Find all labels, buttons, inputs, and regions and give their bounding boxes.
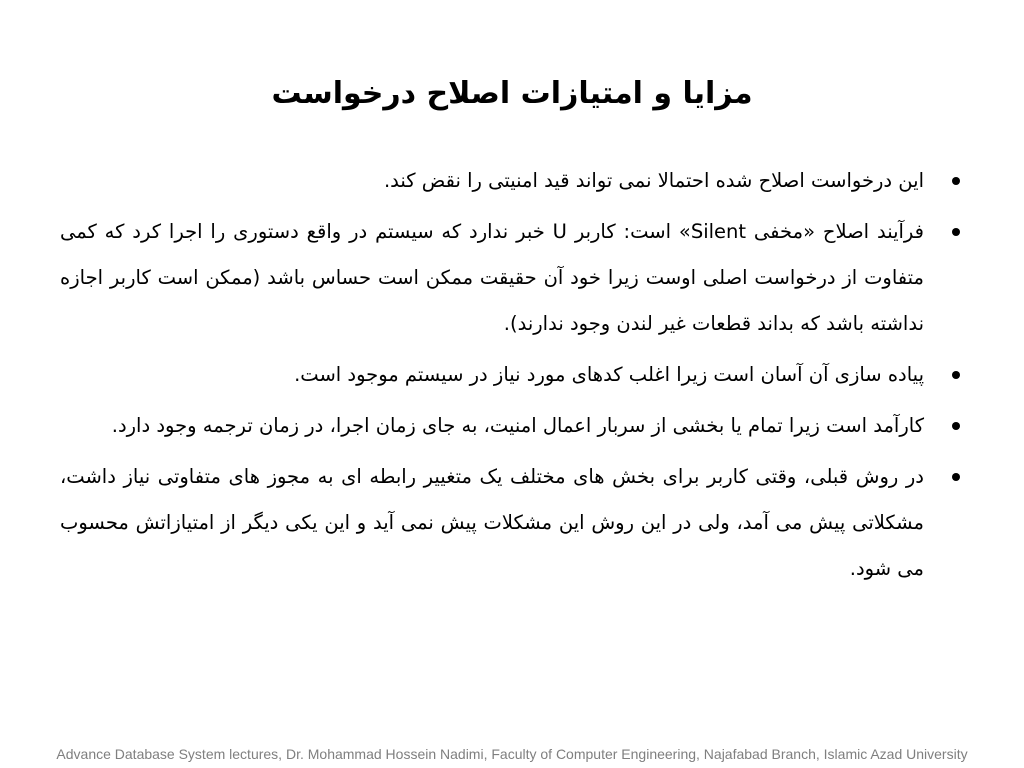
bullet-dot-icon bbox=[952, 228, 960, 236]
bullet-dot-icon bbox=[952, 422, 960, 430]
bullet-dot-icon bbox=[952, 371, 960, 379]
bullet-dot-icon bbox=[952, 177, 960, 185]
slide-title: مزایا و امتیازات اصلاح درخواست bbox=[271, 76, 753, 111]
bullet-text: در روش قبلی، وقتی کاربر برای بخش های مختلف یک متغییر رابطه ای به مجوز های متفاوتی نیاز داشت، مشکلاتی پیش می آمد، ولی در این روش این مشکلات پیش نمی آید و این یکی دیگر از امتیازاتش محسوب می شود. bbox=[60, 465, 924, 580]
bullet-item bbox=[60, 454, 960, 592]
bullet-dot-icon bbox=[952, 473, 960, 481]
slide-footer: Advance Database System lectures, Dr. Mohammad Hossein Nadimi, Faculty of Computer Engineering, Najafabad Branch, Islamic Azad University bbox=[56, 746, 968, 762]
bullet-text: کارآمد است زیرا تمام یا بخشی از سربار اعمال امنیت، به جای زمان اجرا، در زمان ترجمه وجود دارد. bbox=[111, 414, 924, 437]
bullet-text: این درخواست اصلاح شده احتمالا نمی تواند قید امنیتی را نقض کند. bbox=[383, 169, 924, 192]
bullet-list bbox=[60, 158, 960, 597]
bullet-item bbox=[60, 209, 960, 347]
bullet-item bbox=[60, 403, 960, 449]
bullet-item bbox=[60, 158, 960, 204]
bullet-item bbox=[60, 352, 960, 398]
bullet-text: پیاده سازی آن آسان است زیرا اغلب کدهای مورد نیاز در سیستم موجود است. bbox=[294, 363, 924, 386]
bullet-text: فرآیند اصلاح «مخفی Silent» است: کاربر U خبر ندارد که سیستم در واقع دستوری را اجرا کرد که کمی متفاوت از درخواست اصلی اوست زیرا خود آن حقیقت ممکن است حساس باشد (ممکن است کاربر اجازه نداشته باشد که بداند قطعات غیر لندن وجود ندارند). bbox=[60, 220, 925, 335]
